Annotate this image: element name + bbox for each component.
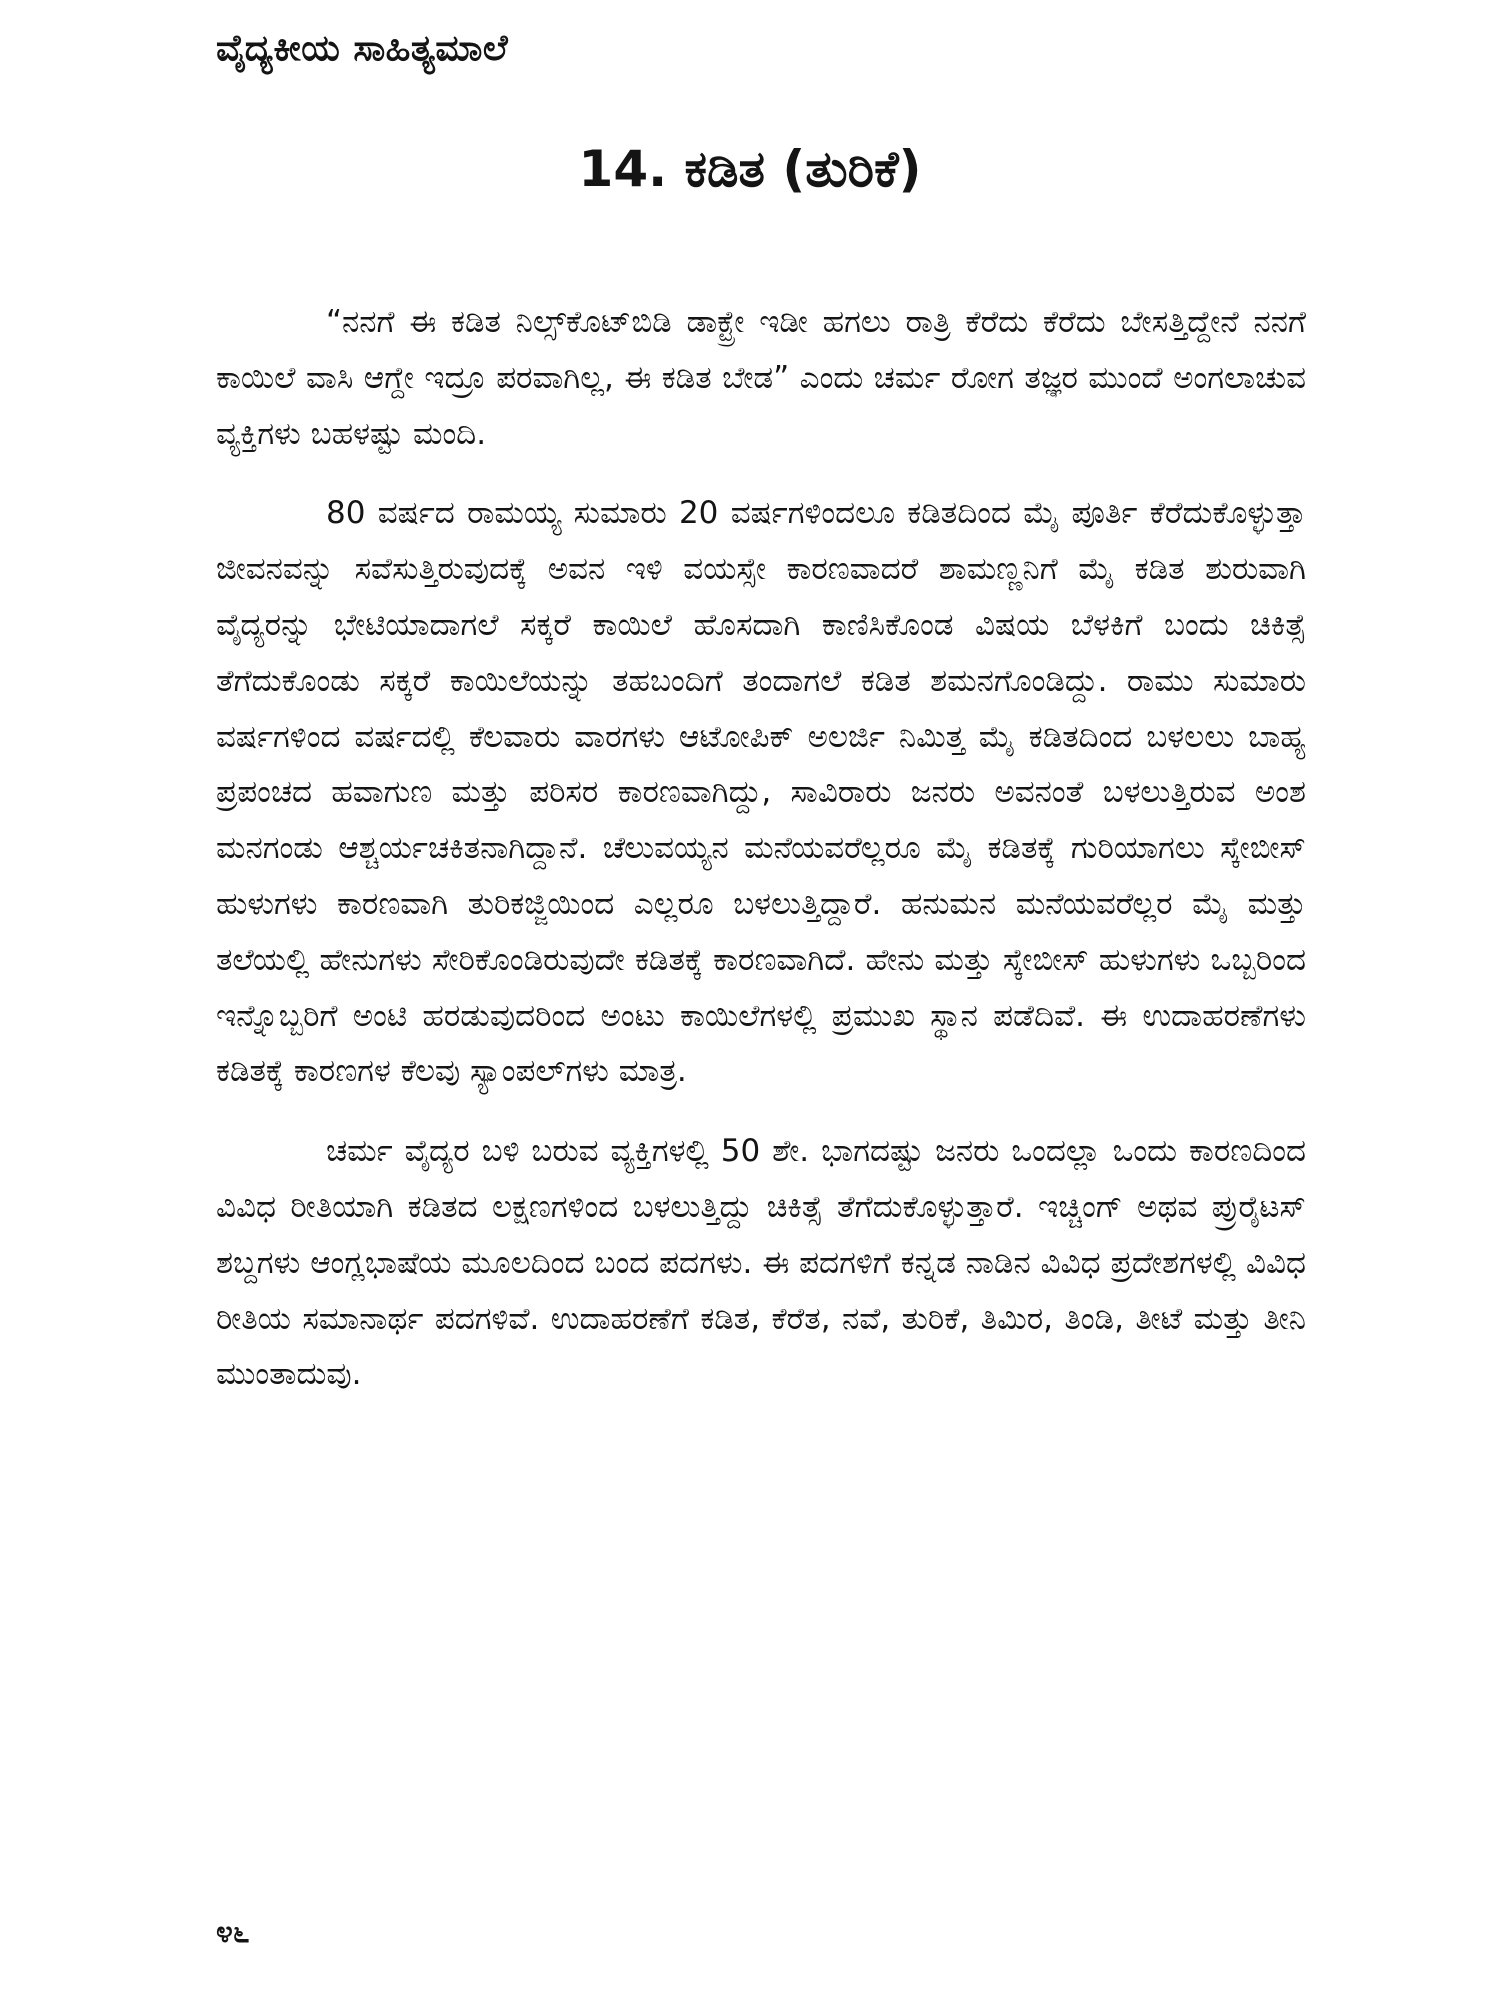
running-header: ವೈದ್ಯಕೀಯ ಸಾಹಿತ್ಯಮಾಲೆ (216, 28, 509, 69)
paragraph-1: “ನನಗೆ ಈ ಕಡಿತ ನಿಲ್ಸ್‌ಕೊಟ್‌ಬಿಡಿ ಡಾಕ್ಟ್ರೇ ಇಡೀ ಹಗಲು ರಾತ್ರಿ ಕೆರೆದು ಕೆರೆದು ಬೇಸತ್ತಿದ್ದೇನೆ ನನಗೆ ಕಾಯಿಲೆ ವಾಸಿ ಆಗ್ದೇ ಇದ್ರೂ ಪರವಾಗಿಲ್ಲ, ಈ ಕಡಿತ ಬೇಡ” ಎಂದು ಚರ್ಮ ರೋಗ ತಜ್ಞರ ಮುಂದೆ ಅಂಗಲಾಚುವ ವ್ಯಕ್ತಿಗಳು ಬಹಳಷ್ಟು ಮಂದಿ. (216, 304, 1306, 452)
paragraph-3: ಚರ್ಮ ವೈದ್ಯರ ಬಳಿ ಬರುವ ವ್ಯಕ್ತಿಗಳಲ್ಲಿ 50 ಶೇ. ಭಾಗದಷ್ಟು ಜನರು ಒಂದಲ್ಲಾ ಒಂದು ಕಾರಣದಿಂದ ವಿವಿಧ ರೀತಿಯಾಗಿ ಕಡಿತದ ಲಕ್ಷಣಗಳಿಂದ ಬಳಲುತ್ತಿದ್ದು ಚಿಕಿತ್ಸೆ ತೆಗೆದುಕೊಳ್ಳುತ್ತಾರೆ. ಇಚ್ಚಿಂಗ್ ಅಥವ ಪ್ರುರೈಟಸ್ ಶಬ್ದಗಳು ಆಂಗ್ಲಭಾಷೆಯ ಮೂಲದಿಂದ ಬಂದ ಪದಗಳು. ಈ ಪದಗಳಿಗೆ ಕನ್ನಡ ನಾಡಿನ ವಿವಿಧ ಪ್ರದೇಶಗಳಲ್ಲಿ ವಿವಿಧ ರೀತಿಯ ಸಮಾನಾರ್ಥ ಪದಗಳಿವೆ. ಉದಾಹರಣೆಗೆ ಕಡಿತ, ಕೆರೆತ, ನವೆ, ತುರಿಕೆ, ತಿಮಿರ, ತಿಂಡಿ, ತೀಟೆ ಮತ್ತು ತೀನಿ ಮುಂತಾದುವು. (216, 1133, 1306, 1393)
chapter-title: 14. ಕಡಿತ (ತುರಿಕೆ) (578, 140, 922, 198)
paragraph-2: 80 ವರ್ಷದ ರಾಮಯ್ಯ ಸುಮಾರು 20 ವರ್ಷಗಳಿಂದಲೂ ಕಡಿತದಿಂದ ಮೈ ಪೂರ್ತಿ ಕೆರೆದುಕೊಳ್ಳುತ್ತಾ ಜೀವನವನ್ನು ಸವೆಸುತ್ತಿರುವುದಕ್ಕೆ ಅವನ ಇಳಿ ವಯಸ್ಸೇ ಕಾರಣವಾದರೆ ಶಾಮಣ್ಣನಿಗೆ ಮೈ ಕಡಿತ ಶುರುವಾಗಿ ವೈದ್ಯರನ್ನು ಭೇಟಿಯಾದಾಗಲೆ ಸಕ್ಕರೆ ಕಾಯಿಲೆ ಹೊಸದಾಗಿ ಕಾಣಿಸಿಕೊಂಡ ವಿಷಯ ಬೆಳಕಿಗೆ ಬಂದು ಚಿಕಿತ್ಸೆ ತೆಗೆದುಕೊಂಡು ಸಕ್ಕರೆ ಕಾಯಿಲೆಯನ್ನು ತಹಬಂದಿಗೆ ತಂದಾಗಲೆ ಕಡಿತ ಶಮನಗೊಂಡಿದ್ದು. ರಾಮು ಸುಮಾರು ವರ್ಷಗಳಿಂದ ವರ್ಷದಲ್ಲಿ ಕೆಲವಾರು ವಾರಗಳು ಆಟೋಪಿಕ್ ಅಲರ್ಜಿ ನಿಮಿತ್ತ ಮೈ ಕಡಿತದಿಂದ ಬಳಲಲು ಬಾಹ್ಯ ಪ್ರಪಂಚದ ಹವಾಗುಣ ಮತ್ತು ಪರಿಸರ ಕಾರಣವಾಗಿದ್ದು, ಸಾವಿರಾರು ಜನರು ಅವನಂತೆ ಬಳಲುತ್ತಿರುವ ಅಂಶ ಮನಗಂಡು ಆಶ್ಚರ್ಯಚಕಿತನಾಗಿದ್ದಾನೆ. ಚೆಲುವಯ್ಯನ ಮನೆಯವರೆಲ್ಲರೂ ಮೈ ಕಡಿತಕ್ಕೆ ಗುರಿಯಾಗಲು ಸ್ಕೇಬೀಸ್ ಹುಳುಗಳು ಕಾರಣವಾಗಿ ತುರಿಕಜ್ಜಿಯಿಂದ ಎಲ್ಲರೂ ಬಳಲುತ್ತಿದ್ದಾರೆ. ಹನುಮನ ಮನೆಯವರೆಲ್ಲರ ಮೈ ಮತ್ತು ತಲೆಯಲ್ಲಿ ಹೇನುಗಳು ಸೇರಿಕೊಂಡಿರುವುದೇ ಕಡಿತಕ್ಕೆ ಕಾರಣವಾಗಿದೆ. ಹೇನು ಮತ್ತು ಸ್ಕೇಬೀಸ್ ಹುಳುಗಳು ಒಬ್ಬರಿಂದ ಇನ್ನೊಬ್ಬರಿಗೆ ಅಂಟಿ ಹರಡುವುದರಿಂದ ಅಂಟು ಕಾಯಿಲೆಗಳಲ್ಲಿ ಪ್ರಮುಖ ಸ್ಥಾನ ಪಡೆದಿವೆ. ಈ ಉದಾಹರಣೆಗಳು ಕಡಿತಕ್ಕೆ ಕಾರಣಗಳ ಕೆಲವು ಸ್ಯಾಂಪಲ್‌ಗಳು ಮಾತ್ರ. (216, 495, 1306, 1090)
page-number: ೪೬ (216, 1915, 250, 1950)
body-text (216, 295, 1306, 1427)
